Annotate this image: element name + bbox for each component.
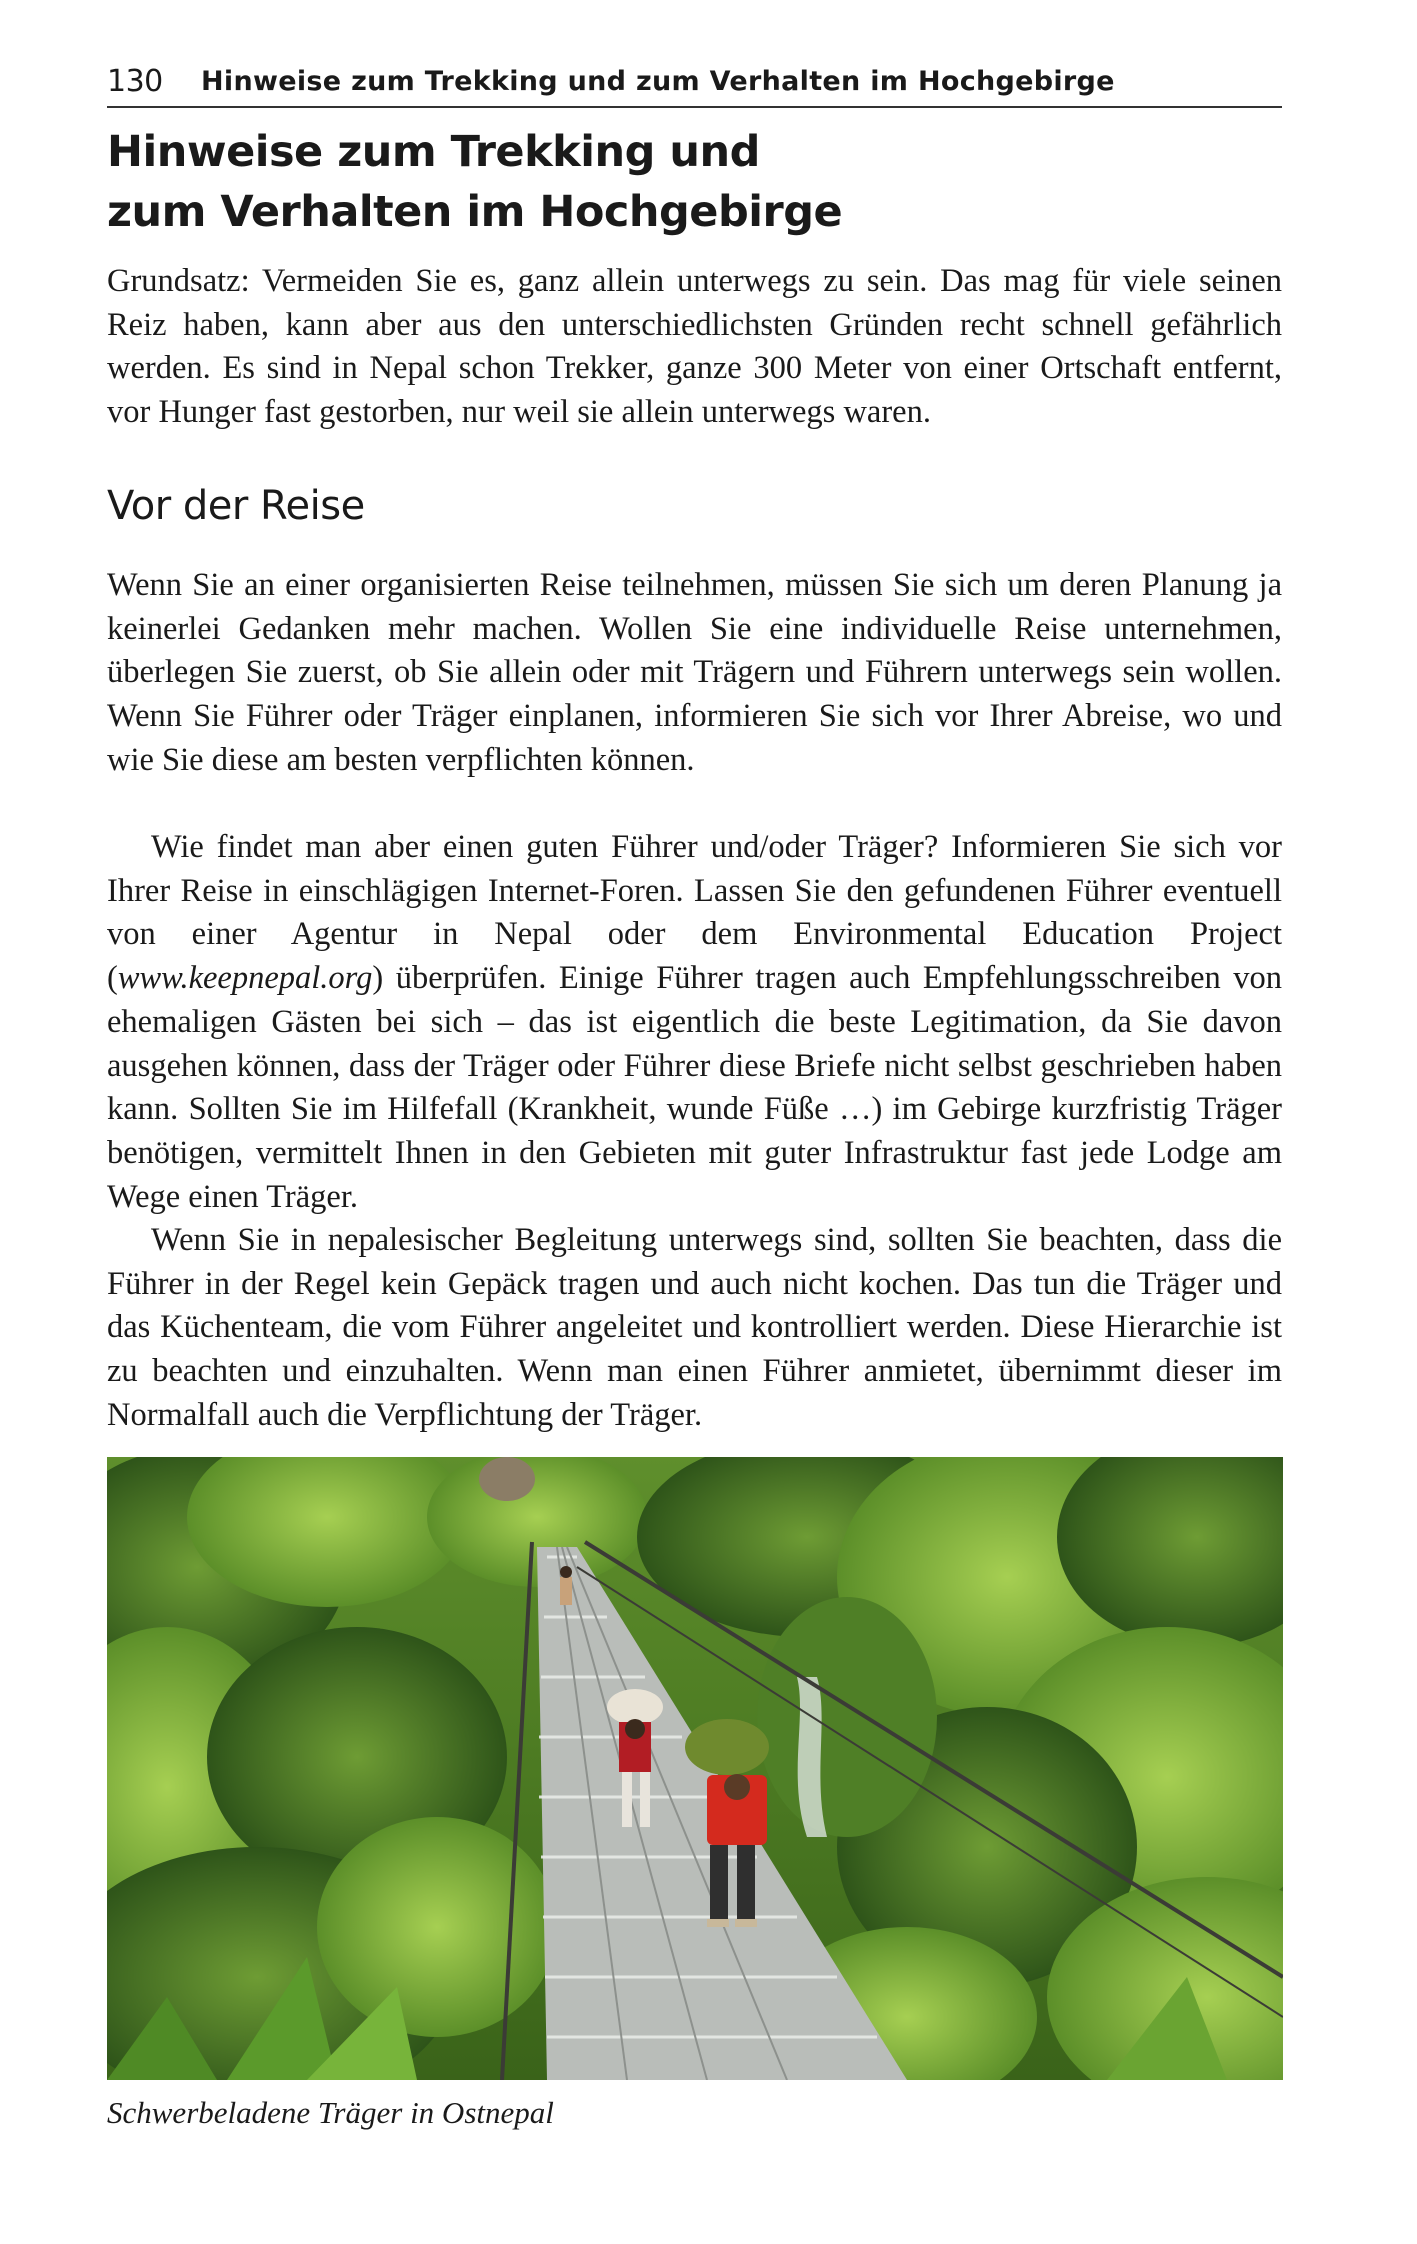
porters-bridge-photo	[107, 1457, 1283, 2080]
intro-paragraph: Grundsatz: Vermeiden Sie es, ganz allein unterwegs zu sein. Das mag für viele seinen Reiz haben, kann aber aus den unterschiedlichsten Gründen recht schnell gefährlich werden. Es sind in Nepal schon Trekker, ganze 300 Meter von einer Ortschaft entfernt, vor Hunger fast gestorben, nur weil sie allein unterwegs waren.	[107, 263, 1282, 431]
section-heading: Vor der Reise	[107, 483, 365, 529]
paragraph-2-text-a: Wie findet man aber einen guten Führer und/oder Träger? Informieren Sie sich vor Ihrer Reise in einschlägigen Internet-Foren. Lassen Sie den gefundenen Führer eventuell von einer Agentur in Nepal oder dem Environmental Education Project (	[107, 829, 1282, 997]
section-paragraph-3: Wenn Sie in nepalesischer Begleitung unterwegs sind, sollten Sie beachten, dass die Führer in der Regel kein Gepäck tragen und auch nicht kochen. Das tun die Träger und das Küchenteam, die vom Führer angeleitet und kontrolliert werden. Diese Hierarchie ist zu beachten und einzuhalten. Wenn man einen Führer anmietet, übernimmt dieser im Normalfall auch die Verpflichtung der Träger.	[107, 1222, 1282, 1433]
page-number: 130	[107, 64, 163, 99]
porter-far	[560, 1566, 572, 1605]
paragraph-2-text-b: ) überprüfen. Einige Führer tragen auch Empfehlungsschreiben von ehemaligen Gästen bei sich – das ist eigentlich die beste Legitimation, da Sie davon ausgehen können, dass der Träger oder Führer diese Briefe nicht selbst geschrieben haben kann. Sollten Sie im Hilfefall (Krankheit, wunde Füße …) im Gebirge kurzfristig Träger benötigen, vermittelt Ihnen in den Gebieten mit guter Infrastruktur fast jede Lodge am Wege einen Träger.	[107, 960, 1282, 1215]
chapter-title-line-2: zum Verhalten im Hochgebirge	[107, 187, 843, 237]
section-paragraph-2	[107, 826, 1282, 1219]
boulder	[479, 1457, 535, 1501]
chapter-title	[107, 122, 1282, 242]
section-paragraph-1: Wenn Sie an einer organisierten Reise teilnehmen, müssen Sie sich um deren Planung ja keinerlei Gedanken mehr machen. Wollen Sie eine individuelle Reise unternehmen, überlegen Sie zuerst, ob Sie allein oder mit Trägern und Führern unterwegs sein wollen. Wenn Sie Führer oder Träger einplanen, informieren Sie sich vor Ihrer Abreise, wo und wie Sie diese am besten verpflichten können.	[107, 567, 1282, 778]
photo-caption: Schwerbeladene Träger in Ostnepal	[107, 2095, 554, 2130]
running-title: Hinweise zum Trekking und zum Verhalten im Hochgebirge	[201, 66, 1115, 97]
photo-illustration	[107, 1457, 1283, 2080]
running-header	[107, 62, 1282, 108]
website-link[interactable]: www.keepnepal.org	[117, 960, 373, 997]
chapter-title-line-1: Hinweise zum Trekking und	[107, 127, 760, 177]
